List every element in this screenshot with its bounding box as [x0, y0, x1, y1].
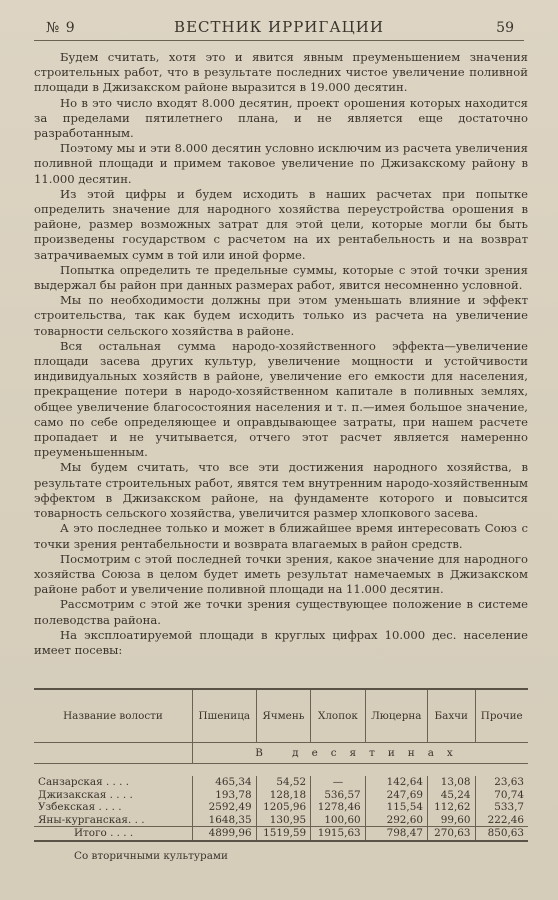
col-header-cotton: Хлопок [311, 689, 366, 743]
paragraph-6: Мы по необходимости должны при этом уменьшать влияние и эффект строительства, так как будем исходить только из расчета на увеличение товарности сельского хозяйства в районе. [34, 293, 528, 338]
table-row: Джизакская . . . . 193,78 128,18 536,57 247,69 45,24 70,74 [34, 789, 528, 802]
paragraph-9: А это последнее только и может в ближайшее время интересовать Союз с точки зрения рентабельности и возврата влагаемых в район средств. [34, 521, 528, 551]
paragraph-11: Рассмотрим с этой же точки зрения существующее положение в системе полеводства района. [34, 597, 528, 627]
table-header-row [34, 689, 528, 743]
col-header-other: Прочие [475, 689, 528, 743]
table-footnote: Со вторичными культурами [74, 849, 228, 862]
table-row: Яны-курганская. . . 1648,35 130,95 100,60 292,60 99,60 222,46 [34, 814, 528, 827]
page-header [0, 0, 558, 44]
paragraph-8: Мы будем считать, что все эти достижения народного хозяйства, в результате строительных работ, явятся тем внутренним народо-хозяйственным эффектом в Джизакском районе, на фундаменте которого и повысится товарность сельского хозяйства, увеличится размер хлопкового засева. [34, 460, 528, 521]
article-body [34, 50, 528, 658]
table-body [34, 776, 528, 841]
issue-number: № 9 [46, 20, 76, 36]
paragraph-2: Но в это число входят 8.000 десятин, проект орошения которых находится за пределами пятилетнего плана, и не является еще достаточно разработанным. [34, 95, 528, 141]
col-header-barley: Ячмень [256, 689, 311, 743]
units-label: В десятинах [193, 743, 529, 764]
paragraph-12: На эксплоатируемой площади в круглых цифрах 10.000 дес. население имеет посевы: [34, 627, 528, 657]
paragraph-5: Попытка определить те предельные суммы, которые с этой точки зрения выдержал бы район при данных размерах работ, явится несомненно условной. [34, 262, 528, 293]
paragraph-4: Из этой цифры и будем исходить в наших расчетах при попытке определить значение для народного хозяйства переустройства орошения в районе, размер возможных затрат для этой цели, которые могли бы быть произведены государством с расчетом на их рентабельность и на возврат затрачиваемых сумм в той или иной форме. [34, 186, 528, 262]
paragraph-7: Вся остальная сумма народо-хозяйственного эффекта—увеличение площади засева других культур, увеличение мощности и устойчивости индивидуальных хозяйств в районе, увеличение его емкости для населения, прекращение потери в народо-хозяйственном капитале в поливных землях, общее увеличение благосостояния населения и т. п.—имея большое значение, само по себе определяющее и оправдывающее затраты, при нашем расчете пропадает и не учитывается, отчего этот расчет является намеренно преуменьшенным. [34, 338, 528, 460]
table-total-row: Итого . . . . 4899,96 1519,59 1915,63 798,47 270,63 850,63 [34, 827, 528, 841]
header-rule [34, 40, 524, 41]
page-number: 59 [496, 20, 514, 36]
col-header-melons: Бахчи [427, 689, 475, 743]
col-header-alfalfa: Люцерна [365, 689, 427, 743]
table-row: Узбекская . . . . 2592,49 1205,96 1278,46 115,54 112,62 533,7 [34, 801, 528, 814]
crops-table [34, 688, 528, 842]
paragraph-3: Поэтому мы и эти 8.000 десятин условно исключим из расчета увеличения поливной площади и примем таковое увеличение по Джизакскому району в 11.000 десятин. [34, 141, 528, 186]
paragraph-1: Будем считать, хотя это и явится явным преуменьшением значения строительных работ, что в результате последних чистое увеличение поливной площади в Джизакском районе выразится в 19.000 десятин. [34, 50, 528, 95]
paragraph-10: Посмотрим с этой последней точки зрения, какое значение для народного хозяйства Союза в целом будет иметь результат намечаемых в Джизакском районе работ и увеличение поливной площади на 11.000 десятин. [34, 551, 528, 597]
units-row [34, 743, 528, 764]
crops-table-section [34, 688, 528, 862]
col-header-wheat: Пшеница [193, 689, 257, 743]
journal-title: ВЕСТНИК ИРРИГАЦИИ [174, 18, 384, 36]
col-header-volost: Название волости [63, 709, 163, 722]
table-row: Санзарская . . . . 465,34 54,52 — 142,64 13,08 23,63 [34, 776, 528, 789]
